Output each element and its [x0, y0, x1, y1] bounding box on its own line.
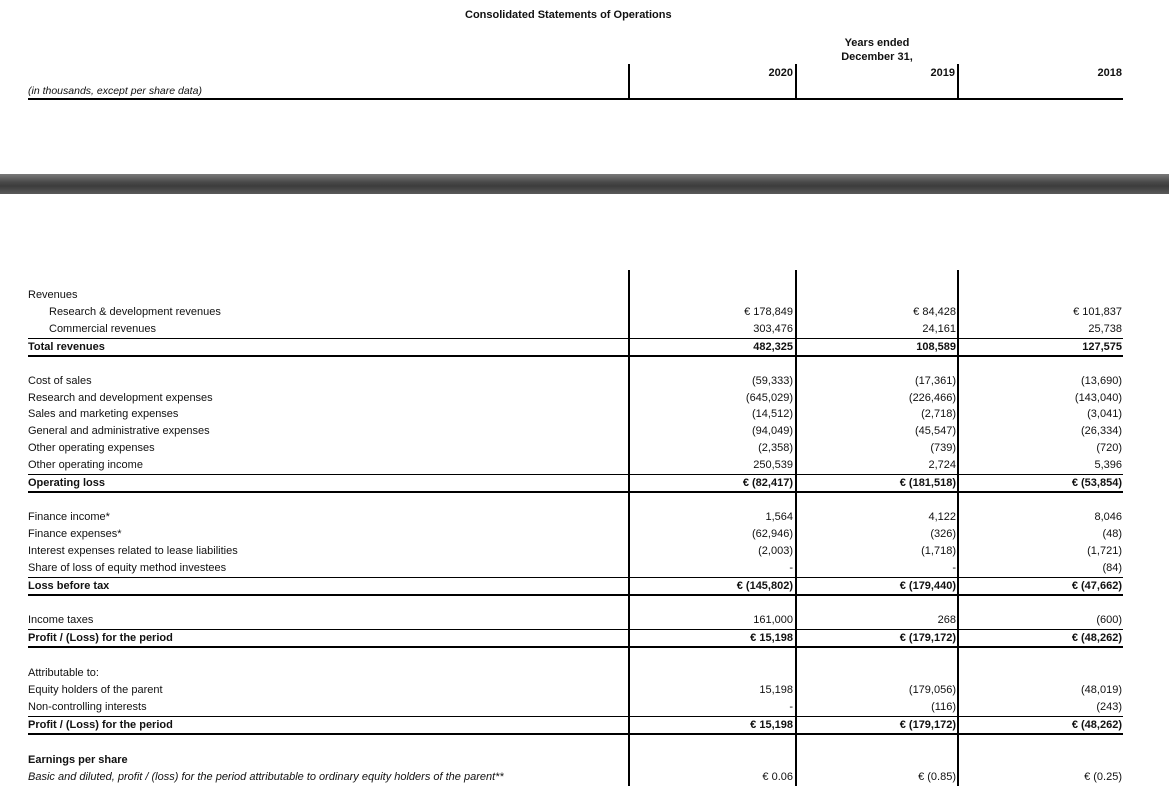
value-2020: € (82,417) [742, 477, 793, 489]
value-2019: - [952, 562, 956, 574]
value-2020 [700, 752, 793, 769]
row-label: Basic and diluted, profit / (loss) for the period attributable to ordinary equity holders of the parent** [28, 771, 504, 783]
value-2020: € 178,849 [744, 306, 793, 318]
value-2020: (94,049) [752, 425, 793, 437]
value-2020 [700, 287, 793, 304]
value-2019: 108,589 [916, 341, 956, 353]
value-2020: (2,003) [758, 545, 793, 557]
value-2018 [1020, 287, 1122, 304]
row-label: Revenues [28, 289, 78, 301]
value-2020: (14,512) [752, 408, 793, 420]
value-2018: (143,040) [1074, 392, 1122, 404]
value-2018: 127,575 [1082, 341, 1122, 353]
value-2019: € (0.85) [918, 771, 956, 783]
value-2020: (2,358) [758, 442, 793, 454]
value-2018: (243) [1096, 701, 1122, 713]
value-2019: (17,361) [915, 375, 956, 387]
row-label: Research & development revenues [49, 306, 221, 318]
value-2018: (720) [1096, 442, 1122, 454]
value-2019: (326) [930, 528, 956, 540]
value-2019: € 84,428 [913, 306, 956, 318]
page-break-band [0, 174, 1169, 194]
value-2018: (1,721) [1087, 545, 1122, 557]
value-2019 [860, 752, 956, 769]
value-2019: (739) [930, 442, 956, 454]
row-label: Research and development expenses [28, 392, 213, 404]
value-2019: (116) [931, 701, 956, 713]
value-2018: € (48,262) [1071, 719, 1122, 731]
value-2020: (59,333) [752, 375, 793, 387]
total-divider [28, 491, 1123, 493]
row-label: Income taxes [28, 614, 94, 626]
value-2018 [1020, 665, 1122, 682]
row-label: Share of loss of equity method investees [28, 562, 227, 574]
value-2019: (45,547) [915, 425, 956, 437]
row-label: Commercial revenues [49, 323, 156, 335]
value-2020: 482,325 [753, 341, 793, 353]
header-column-rule [795, 64, 797, 100]
value-2019: € (181,518) [899, 477, 956, 489]
row-label: Interest expenses related to lease liabilities [28, 545, 238, 557]
value-2018: (13,690) [1081, 375, 1122, 387]
body-column-rule [628, 270, 630, 786]
row-label: Total revenues [28, 341, 105, 353]
value-2019: 24,161 [922, 323, 956, 335]
value-2018: (26,334) [1081, 425, 1122, 437]
value-2018: (3,041) [1087, 408, 1122, 420]
value-2020: (645,029) [745, 392, 793, 404]
row-label: Sales and marketing expenses [28, 408, 179, 420]
years-ended-date-label: December 31, [841, 51, 913, 63]
units-note: (in thousands, except per share data) [28, 85, 202, 97]
total-divider [28, 355, 1123, 357]
header-column-rule [957, 64, 959, 100]
value-2018: € (48,262) [1071, 632, 1122, 644]
value-2019: € (179,172) [899, 632, 956, 644]
value-2020: 1,564 [765, 511, 793, 523]
value-2020 [700, 665, 793, 682]
value-2019: (1,718) [921, 545, 956, 557]
total-divider [28, 733, 1123, 735]
value-2018: € (53,854) [1071, 477, 1122, 489]
row-label: Loss before tax [28, 580, 110, 592]
value-2019: (2,718) [921, 408, 956, 420]
value-2020: - [789, 701, 793, 713]
value-2019: (179,056) [908, 684, 956, 696]
row-label: Equity holders of the parent [28, 684, 163, 696]
row-label: Operating loss [28, 477, 106, 489]
row-label: General and administrative expenses [28, 425, 210, 437]
column-header-2019: 2019 [930, 67, 955, 79]
value-2019: € (179,440) [899, 580, 956, 592]
value-2019: € (179,172) [899, 719, 956, 731]
value-2018: 25,738 [1088, 323, 1122, 335]
row-label: Attributable to: [28, 667, 99, 679]
body-column-rule [795, 270, 797, 786]
total-divider [28, 646, 1123, 648]
value-2018 [1020, 752, 1122, 769]
value-2020: 161,000 [753, 614, 793, 626]
row-label: Finance income* [28, 511, 110, 523]
header-column-rule [628, 64, 630, 100]
page-title: Consolidated Statements of Operations [465, 9, 672, 21]
value-2020: € 15,198 [750, 632, 793, 644]
row-label: Finance expenses* [28, 528, 122, 540]
column-header-2020: 2020 [768, 67, 793, 79]
row-label: Profit / (Loss) for the period [28, 719, 173, 731]
value-2020: 250,539 [753, 459, 793, 471]
value-2018: 5,396 [1094, 459, 1122, 471]
value-2019: (226,466) [908, 392, 956, 404]
value-2020: 303,476 [753, 323, 793, 335]
value-2018: € (47,662) [1071, 580, 1122, 592]
row-label: Cost of sales [28, 375, 92, 387]
value-2019 [860, 665, 956, 682]
value-2018: € 101,837 [1073, 306, 1122, 318]
value-2020: - [789, 562, 793, 574]
value-2018: (84) [1102, 562, 1122, 574]
value-2018: (600) [1096, 614, 1122, 626]
value-2020: 15,198 [759, 684, 793, 696]
column-header-2018: 2018 [1097, 67, 1122, 79]
years-ended-label: Years ended [844, 37, 910, 49]
value-2018: (48,019) [1081, 684, 1122, 696]
row-label: Other operating expenses [28, 442, 155, 454]
value-2019: 268 [937, 614, 956, 626]
row-label: Non-controlling interests [28, 701, 147, 713]
value-2020: € (145,802) [736, 580, 793, 592]
body-column-rule [957, 270, 959, 786]
value-2018: 8,046 [1094, 511, 1122, 523]
row-label: Earnings per share [28, 754, 128, 766]
value-2019: 2,724 [928, 459, 956, 471]
value-2020: € 15,198 [750, 719, 793, 731]
value-2019 [860, 287, 956, 304]
row-label: Other operating income [28, 459, 143, 471]
value-2018: € (0.25) [1084, 771, 1122, 783]
row-label: Profit / (Loss) for the period [28, 632, 173, 644]
value-2020: (62,946) [752, 528, 793, 540]
value-2019: 4,122 [928, 511, 956, 523]
total-divider [28, 594, 1123, 596]
value-2018: (48) [1102, 528, 1122, 540]
value-2020: € 0.06 [762, 771, 793, 783]
